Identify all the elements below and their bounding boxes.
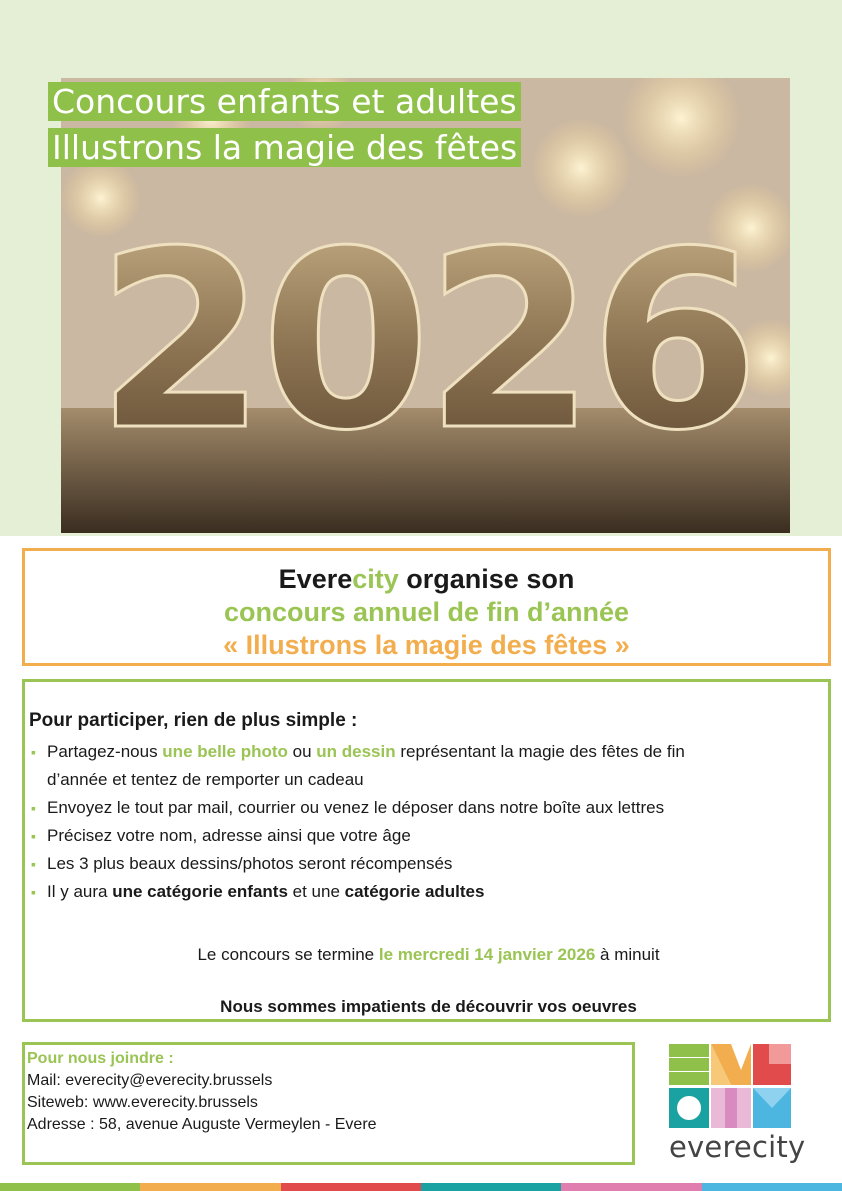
category-adults: catégorie adultes	[344, 882, 485, 901]
text: Partagez-nous	[47, 742, 163, 761]
highlight-drawing: un dessin	[316, 742, 396, 761]
bullet-icon: ▪	[31, 828, 36, 844]
logo-evere: evere	[669, 1130, 752, 1164]
announcement-line2: concours annuel de fin d’année	[223, 597, 630, 627]
contact-address: Adresse : 58, avenue Auguste Vermeylen - Evere	[27, 1116, 377, 1133]
brand-city: city	[352, 564, 399, 594]
brand-evere: Evere	[278, 564, 353, 594]
text: Le concours se termine	[197, 945, 379, 964]
deadline-text	[29, 945, 828, 965]
bullet-icon: ▪	[31, 856, 36, 872]
announcement-box	[22, 548, 831, 666]
footer-segment	[281, 1183, 421, 1191]
list-item	[29, 738, 828, 794]
contact-website[interactable]: Siteweb: www.everecity.brussels	[27, 1094, 258, 1111]
closing-text: Nous sommes impatients de découvrir vos oeuvres	[220, 997, 637, 1016]
contact-box	[22, 1042, 635, 1165]
category-children: une catégorie enfants	[112, 882, 288, 901]
footer-segment	[140, 1183, 280, 1191]
text: Précisez votre nom, adresse ainsi que votre âge	[47, 826, 411, 845]
rules-box	[22, 679, 831, 1022]
everecity-logo	[669, 1044, 806, 1164]
text: Les 3 plus beaux dessins/photos seront récompensés	[47, 854, 453, 873]
contact-heading: Pour nous joindre :	[27, 1050, 174, 1067]
rules-heading: Pour participer, rien de plus simple :	[29, 710, 358, 731]
hero-title-line1: Concours enfants et adultes	[48, 82, 521, 121]
text: Envoyez le tout par mail, courrier ou venez le déposer dans notre boîte aux lettres	[47, 798, 665, 817]
bullet-icon: ▪	[31, 800, 36, 816]
list-item	[29, 822, 828, 850]
list-item	[29, 794, 828, 822]
contact-mail[interactable]: Mail: everecity@everecity.brussels	[27, 1072, 273, 1089]
text: à minuit	[595, 945, 660, 964]
rules-list	[29, 738, 828, 906]
text: ou	[287, 742, 317, 761]
announcement-line3: « Illustrons la magie des fêtes »	[223, 630, 630, 660]
logo-mark-icon	[669, 1044, 791, 1128]
announcement-line1	[25, 563, 828, 596]
logo-city: city	[751, 1130, 806, 1164]
list-item	[29, 878, 828, 906]
footer-segment	[702, 1183, 842, 1191]
year-figure: 2026	[96, 199, 754, 484]
footer-segment	[0, 1183, 140, 1191]
highlight-photo: une belle photo	[162, 742, 288, 761]
hero-title-line2: Illustrons la magie des fêtes	[48, 128, 521, 167]
bullet-icon: ▪	[31, 884, 36, 900]
text: représentant la magie des fêtes de fin	[395, 742, 685, 761]
list-item	[29, 850, 828, 878]
text: d’année et tentez de remporter un cadeau	[47, 770, 364, 789]
footer-segment	[561, 1183, 701, 1191]
footer-color-bar	[0, 1183, 842, 1191]
footer-segment	[421, 1183, 561, 1191]
bullet-icon: ▪	[31, 744, 36, 760]
text: Il y aura	[47, 882, 113, 901]
deadline-date: le mercredi 14 janvier 2026	[378, 945, 596, 964]
announcement-line1-rest: organise son	[398, 564, 575, 594]
logo-wordmark	[669, 1130, 806, 1164]
text: et une	[287, 882, 345, 901]
